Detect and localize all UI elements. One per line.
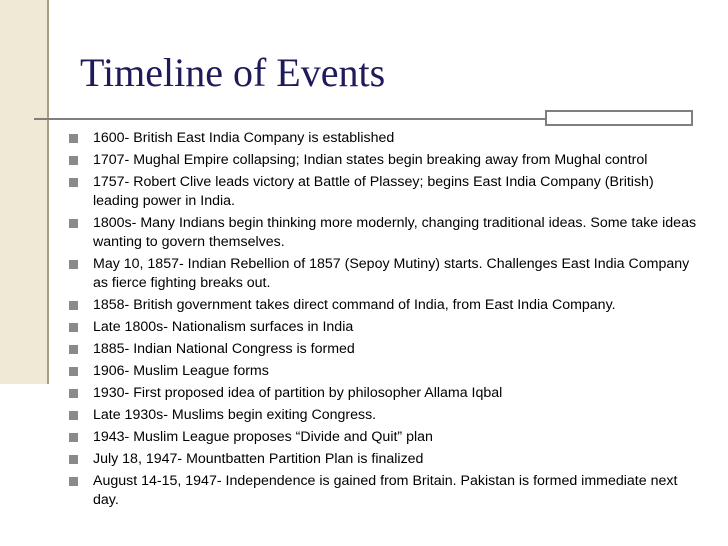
timeline-item-text: 1757- Robert Clive leads victory at Battle of Plassey; begins East India Company (British) leading power in India. bbox=[93, 174, 654, 209]
timeline-item-text: 1707- Mughal Empire collapsing; Indian states begin breaking away from Mughal control bbox=[93, 152, 648, 168]
timeline-item-text: August 14-15, 1947- Independence is gained from Britain. Pakistan is formed immediate next day. bbox=[93, 473, 678, 508]
square-bullet-icon bbox=[69, 219, 78, 228]
timeline-item bbox=[0, 318, 698, 337]
timeline-item-text: 1885- Indian National Congress is formed bbox=[93, 341, 355, 357]
timeline-item bbox=[0, 384, 698, 403]
timeline-item bbox=[0, 340, 698, 359]
timeline-list bbox=[0, 129, 698, 513]
timeline-item bbox=[0, 472, 698, 510]
timeline-item bbox=[0, 255, 698, 293]
title-rule-box bbox=[545, 110, 693, 126]
square-bullet-icon bbox=[69, 477, 78, 486]
timeline-item bbox=[0, 214, 698, 252]
square-bullet-icon bbox=[69, 367, 78, 376]
square-bullet-icon bbox=[69, 178, 78, 187]
timeline-item-text: 1930- First proposed idea of partition by philosopher Allama Iqbal bbox=[93, 385, 503, 401]
timeline-item bbox=[0, 428, 698, 447]
timeline-item-text: 1858- British government takes direct command of India, from East India Company. bbox=[93, 297, 616, 313]
square-bullet-icon bbox=[69, 301, 78, 310]
square-bullet-icon bbox=[69, 134, 78, 143]
timeline-item bbox=[0, 129, 698, 148]
timeline-item-text: 1800s- Many Indians begin thinking more modernly, changing traditional ideas. Some take ideas wanting to govern themselves. bbox=[93, 215, 697, 250]
slide-title: Timeline of Events bbox=[80, 50, 386, 95]
square-bullet-icon bbox=[69, 260, 78, 269]
timeline-item bbox=[0, 450, 698, 469]
timeline-item bbox=[0, 362, 698, 381]
square-bullet-icon bbox=[69, 455, 78, 464]
square-bullet-icon bbox=[69, 389, 78, 398]
timeline-item-text: May 10, 1857- Indian Rebellion of 1857 (Sepoy Mutiny) starts. Challenges East India Company as fierce fighting breaks out. bbox=[93, 256, 690, 291]
timeline-item bbox=[0, 296, 698, 315]
square-bullet-icon bbox=[69, 156, 78, 165]
timeline-item-text: 1600- British East India Company is established bbox=[93, 130, 395, 146]
timeline-item bbox=[0, 151, 698, 170]
timeline-item-text: July 18, 1947- Mountbatten Partition Plan is finalized bbox=[93, 451, 424, 467]
timeline-item-text: Late 1930s- Muslims begin exiting Congress. bbox=[93, 407, 377, 423]
square-bullet-icon bbox=[69, 433, 78, 442]
square-bullet-icon bbox=[69, 411, 78, 420]
timeline-item-text: 1906- Muslim League forms bbox=[93, 363, 269, 379]
square-bullet-icon bbox=[69, 323, 78, 332]
square-bullet-icon bbox=[69, 345, 78, 354]
timeline-item-text: Late 1800s- Nationalism surfaces in India bbox=[93, 319, 354, 335]
timeline-item bbox=[0, 173, 698, 211]
timeline-item bbox=[0, 406, 698, 425]
timeline-item-text: 1943- Muslim League proposes “Divide and Quit” plan bbox=[93, 429, 433, 445]
